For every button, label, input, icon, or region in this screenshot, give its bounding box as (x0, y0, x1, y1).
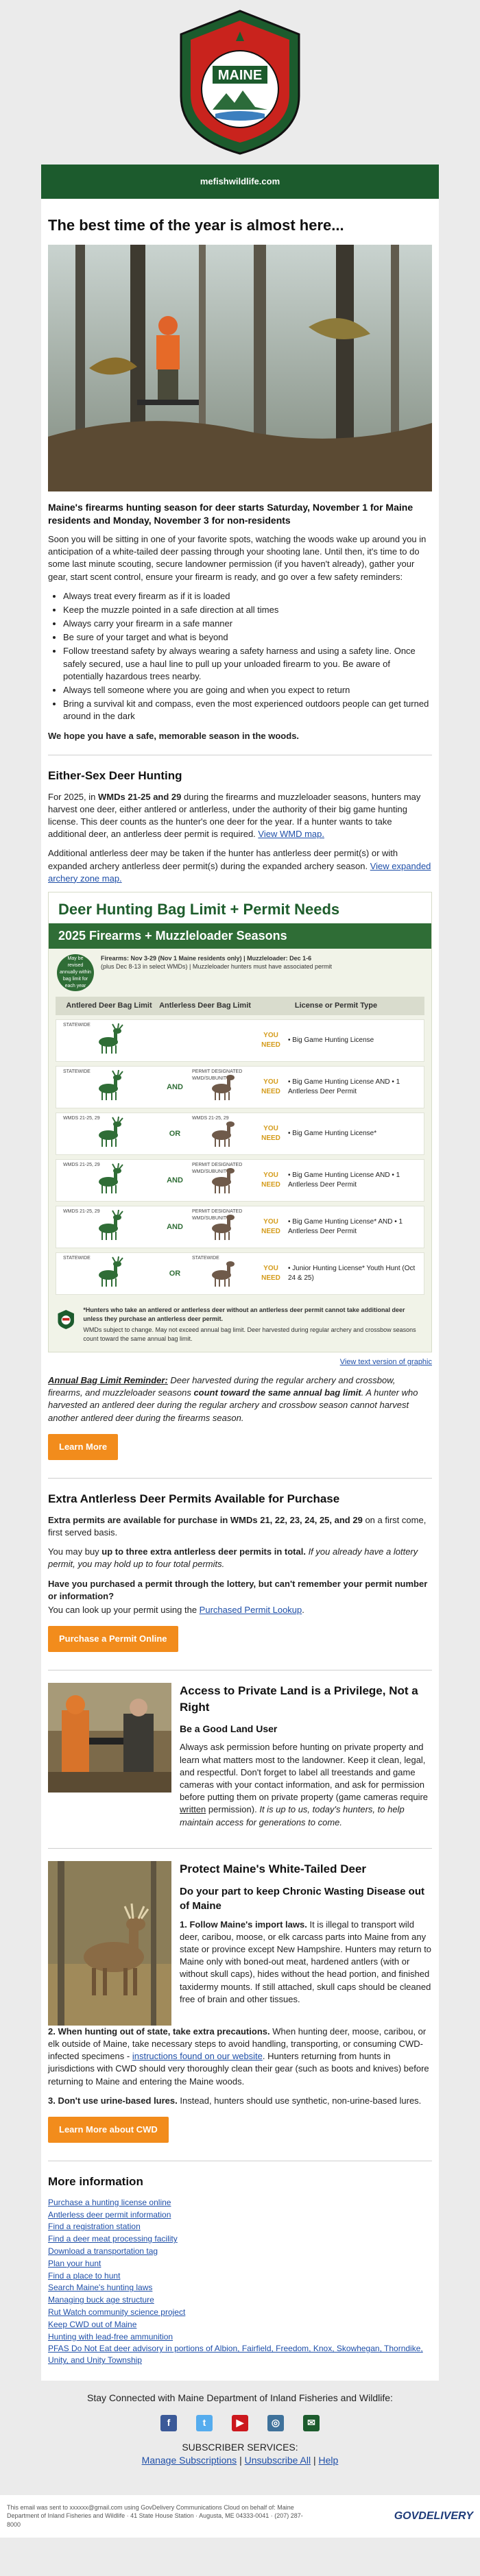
govdelivery-logo: GOVDELIVERY (394, 2510, 473, 2522)
bag-limit-row (56, 1066, 424, 1108)
connector-label: OR (169, 1269, 181, 1278)
private-land-closing: It is up to us, today's hunters, to help maintain access for generations to come. (180, 1804, 405, 1827)
footer-note-bar (0, 2495, 480, 2538)
cwd-item-3-bold: 3. Don't use urine-based lures. (48, 2095, 178, 2106)
either-sex-p1 (48, 791, 432, 841)
cwd-subtitle: Do your part to keep Chronic Wasting Disease out of Maine (180, 1885, 424, 1912)
wmd-map-link[interactable]: View WMD map. (258, 829, 324, 840)
p1-bold: WMDs 21-25 and 29 (98, 791, 182, 802)
license-type: • Junior Hunting License* Youth Hunt (Oct 24 & 25) (288, 1265, 416, 1283)
section-divider (48, 1478, 432, 1479)
bag-limit-row (56, 1252, 424, 1295)
extra-permits-p1 (48, 1514, 432, 1539)
license-type: • Big Game Hunting License* AND • 1 Antlerless Deer Permit (288, 1218, 403, 1236)
cwd-section (41, 1861, 439, 2148)
you-need-label: YOU NEED (261, 1171, 280, 1189)
safety-tip: • Keep the muzzle pointed in a safe direction at all times (63, 604, 432, 616)
area-label: WMDS 21-25, 29 (63, 1209, 100, 1215)
antlered-deer-cell (62, 1253, 158, 1294)
cwd-item-2-bold: 2. When hunting out of state, take extra precautions. (48, 2026, 270, 2037)
either-sex-section (41, 768, 439, 1466)
area-label: WMDS 21-25, 29 (63, 1116, 100, 1121)
intro-body: Soon you will be sitting in one of your favorite spots, watching the woods wake up around you in anticipation of a white-tailed deer passing through your shooting lane. Until then, it's time to do some last minute scouting, secure landowner permission (if you haven't already), gather your gear, start scent control, ensure your firearm is ready, and go over a few safety reminders: (48, 533, 427, 582)
intro-closing: We hope you have a safe, memorable season in the woods. (48, 730, 300, 741)
license-type: • Big Game Hunting License* (288, 1130, 377, 1138)
bag-limit-row (56, 1159, 424, 1202)
antlered-deer-cell (62, 1067, 158, 1108)
extra-permits-p2 (48, 1546, 432, 1570)
graphic-footer (49, 1299, 431, 1351)
hunters-talking-photo (48, 1683, 171, 1793)
area-label: WMDS 21-25, 29 (63, 1163, 100, 1168)
you-need-label: YOU NEED (261, 1032, 280, 1049)
instagram-icon[interactable]: ◎ (267, 2415, 284, 2431)
either-sex-p2 (48, 847, 432, 885)
antlered-deer-icon (93, 1023, 126, 1059)
license-type: • Big Game Hunting License AND • 1 Antlerless Deer Permit (288, 1171, 400, 1189)
info-link[interactable]: Keep CWD out of Maine (48, 2319, 137, 2329)
antlerless-deer-cell (192, 1020, 254, 1061)
either-sex-title: Either-Sex Deer Hunting (48, 768, 182, 782)
safety-tips-list (63, 590, 432, 723)
reminder-bold: count toward the same annual bag limit (193, 1387, 361, 1398)
extra-permits-p4 (48, 1604, 432, 1616)
graphic-footnote: *Hunters who take an antlered or antlerless deer without an antlerless deer permit cannot take additional deer unless they purchase an antlerless deer permit. (83, 1307, 405, 1322)
white-tailed-deer-photo (48, 1861, 171, 2026)
p2-lead: You may buy (48, 1546, 102, 1557)
info-link[interactable]: PFAS Do Not Eat deer advisory in portions of Albion, Fairfield, Freedom, Knox, Skowhegan, Thorndike, Unity, and Unity Township (48, 2344, 423, 2366)
private-land-subtitle: Be a Good Land User (180, 1723, 278, 1734)
intro-title: The best time of the year is almost here... (48, 217, 344, 234)
antlered-deer-cell (62, 1113, 158, 1154)
safety-tip: • Always tell someone where you are going and when you expect to return (63, 684, 432, 696)
p2-rest: If you already have a lottery permit, you may hold up to four total permits. (48, 1546, 418, 1570)
cwd-item-1 (180, 1919, 432, 2006)
svg-text:MAINE: MAINE (217, 68, 263, 83)
safety-tip: • Follow treestand safety by always wearing a safety harness and using a safety line. Once safely secured, use a haul line to pull up your unloaded firearm to you. Be aware of potentially hazardous trees nearby. (63, 645, 432, 683)
stay-connected-text: Stay Connected with Maine Department of Inland Fisheries and Wildlife: (87, 2392, 393, 2404)
you-need-label: YOU NEED (261, 1265, 280, 1283)
cwd-item-3-text: Instead, hunters should use synthetic, non-urine-based lures. (177, 2095, 422, 2106)
season-headline: Maine's firearms hunting season for deer starts Saturday, November 1 for Maine residents and Monday, November 3 for non-residents (48, 501, 413, 526)
text-version-link[interactable]: View text version of graphic (339, 1357, 432, 1366)
info-link[interactable]: Search Maine's hunting laws (48, 2283, 153, 2293)
unsubscribe-link[interactable]: Unsubscribe All (244, 2455, 311, 2466)
area-label: PERMIT DESIGNATED WMD/SUBUNIT (192, 1209, 243, 1222)
logo-band (41, 0, 439, 165)
safety-tip: • Always treat every firearm as if it is loaded (63, 590, 432, 603)
area-label: STATEWIDE (63, 1023, 91, 1028)
connector-label: AND (167, 1176, 183, 1184)
connector-label: AND (167, 1222, 183, 1231)
connector-label: OR (169, 1129, 181, 1138)
website-link[interactable]: mefishwildlife.com (200, 175, 280, 186)
antlered-deer-cell (62, 1020, 158, 1061)
antlerless-deer-cell (192, 1067, 254, 1108)
info-link[interactable]: Hunting with lead-free ammunition (48, 2331, 173, 2342)
safety-tip: • Always carry your firearm in a safe manner (63, 618, 432, 630)
you-need-label: YOU NEED (261, 1078, 280, 1096)
reminder-text: Deer harvested during the regular archery and crossbow, firearms, and muzzleloader seasons (48, 1375, 396, 1398)
manage-subscriptions-link[interactable]: Manage Subscriptions (141, 2455, 237, 2466)
p2-bold: up to three extra antlerless deer permits in total. (101, 1546, 306, 1557)
col-antlerless: Antlerless Deer Bag Limit (159, 1001, 251, 1010)
cwd-item-2 (48, 2026, 432, 2088)
season-dates-line: (plus Dec 8-13 in select WMDs) | Muzzleloader hunters must have associated permit (101, 963, 332, 971)
more-info-title: More information (48, 2175, 143, 2189)
footer (0, 2381, 480, 2538)
p4-tail: . (302, 1604, 304, 1615)
area-label: STATEWIDE (192, 1256, 219, 1261)
antlerless-deer-cell (192, 1113, 254, 1154)
antlered-deer-cell (62, 1206, 158, 1248)
intro-section (41, 199, 439, 742)
bag-limit-row (56, 1113, 424, 1155)
footer-note: This email was sent to xxxxxx@gmail.com using GovDelivery Communications Cloud on behalf of: Maine Department of Inland Fisheries and Wildlife · 41 State House Station · Augusta, ME 04333-0041 · (207) 287-8000 (7, 2503, 303, 2529)
graphic-subtitle: 2025 Firearms + Muzzleloader Seasons (49, 923, 431, 949)
extra-permits-title: Extra Antlerless Deer Permits Available for Purchase (48, 1492, 340, 1505)
reminder-tail: . A hunter who harvested an antlered deer during the regular archery and crossbow season cannot harvest another antlered deer during the firearms season. (48, 1387, 418, 1423)
you-need-label: YOU NEED (261, 1218, 280, 1236)
area-label: STATEWIDE (63, 1069, 91, 1075)
antlered-deer-icon (93, 1069, 126, 1106)
you-need-label: YOU NEED (261, 1125, 280, 1143)
info-link[interactable]: Find a place to hunt (48, 2270, 121, 2281)
email-icon[interactable]: ✉ (303, 2415, 320, 2431)
permit-lookup-link[interactable]: Purchased Permit Lookup (199, 1604, 302, 1615)
maine-ifw-logo (171, 7, 309, 158)
bag-limit-graphic (48, 892, 432, 1352)
cwd-instructions-link[interactable]: instructions found on our website (132, 2051, 263, 2062)
section-divider (48, 1848, 432, 1849)
cwd-item-1-text: It is illegal to transport wild deer, caribou, moose, or elk carcass parts into Maine from any state or province except New Hampshire. Hunters may return to Maine only with boned-out meat, hardened antlers (with or without skull caps), hides without the head portion, and finished taxidermy mounts. If still attached, skull caps should be cleaned free of brain and other tissues. (180, 1919, 432, 2004)
archery-zone-map-link[interactable]: View expanded archery zone map. (48, 860, 431, 884)
cwd-title: Protect Maine's White-Tailed Deer (180, 1862, 367, 1875)
learn-more-button[interactable]: Learn More (48, 1434, 118, 1460)
info-link[interactable]: Download a transportation tag (48, 2246, 158, 2257)
private-land-title: Access to Private Land is a Privilege, Not a Right (180, 1684, 418, 1714)
graphic-title: Deer Hunting Bag Limit + Permit Needs (49, 892, 431, 923)
antlered-deer-cell (62, 1160, 158, 1201)
private-land-text: Always ask permission before hunting on private property and learn what matters most to the landowner. Keep it clean, legal, and respectful. Don't forget to label all treestands and game cameras with your contact information, and ask for permission before putting them on private property (game cameras require (180, 1742, 429, 1803)
subscriber-label: SUBSCRIBER SERVICES: (182, 2441, 298, 2453)
separator: | (237, 2455, 245, 2466)
info-link[interactable]: Managing buck age structure (48, 2295, 154, 2305)
bag-limit-reminder (48, 1374, 432, 1424)
p2-text: Additional antlerless deer may be taken if the hunter has antlerless deer permit(s) or with expanded archery antlerless deer permit(s) during the expanded archery season. (48, 848, 398, 871)
social-icons (0, 2415, 480, 2431)
connector-label: AND (167, 1082, 183, 1091)
private-land-row (48, 1683, 432, 1836)
extra-permits-section (41, 1491, 439, 1657)
graphic-notes (49, 949, 431, 997)
youtube-icon[interactable]: ▶ (232, 2415, 248, 2431)
reminder-label: Annual Bag Limit Reminder: (48, 1375, 168, 1386)
license-type: • Big Game Hunting License AND • 1 Antlerless Deer Permit (288, 1078, 400, 1096)
antlered-deer-icon (93, 1256, 126, 1292)
private-land-tail: permission). (206, 1804, 257, 1815)
p4-lead: You can look up your permit using the (48, 1604, 200, 1615)
graphic-column-headers (56, 997, 424, 1015)
purchase-permit-button[interactable]: Purchase a Permit Online (48, 1626, 178, 1652)
bag-limit-badge: May be revised annually within bag limit for each year (57, 954, 94, 991)
cwd-item-2-tail: . Hunters returning from hunts in jurisdictions with CWD should very thoroughly clean their gear (such as boots and knives) before returning to Maine and entering the Maine woods. (48, 2051, 429, 2087)
private-land-body (180, 1741, 432, 1828)
area-label: PERMIT DESIGNATED WMD/SUBUNIT (192, 1163, 243, 1175)
private-land-section (41, 1683, 439, 1836)
license-type: • Big Game Hunting License (288, 1036, 374, 1045)
safety-tip: • Bring a survival kit and compass, even the most experienced outdoors people can get turned around in the dark (63, 698, 432, 722)
info-link[interactable]: Rut Watch community science project (48, 2307, 186, 2318)
col-antlered: Antlered Deer Bag Limit (66, 1001, 152, 1010)
antlerless-deer-cell (192, 1160, 254, 1201)
cwd-learn-more-button[interactable]: Learn More about CWD (48, 2117, 169, 2143)
p1-lead: For 2025, in (48, 791, 98, 802)
private-land-underline: written (180, 1804, 206, 1815)
graphic-footnote-2: WMDs subject to change. May not exceed annual bag limit. Deer harvested during regular archery and crossbow seasons count toward the same annual bag limit. (83, 1326, 416, 1343)
cwd-item-3 (48, 2095, 432, 2107)
cwd-item-1-bold: 1. Follow Maine's import laws. (180, 1919, 307, 1930)
area-label: PERMIT DESIGNATED WMD/SUBUNIT (192, 1069, 243, 1082)
graphic-rows (49, 1019, 431, 1295)
separator: | (311, 2455, 319, 2466)
safety-tip: • Be sure of your target and what is beyond (63, 631, 432, 644)
ifw-small-logo (57, 1306, 75, 1333)
col-license: License or Permit Type (294, 1001, 378, 1010)
cwd-row (48, 1861, 432, 2026)
info-link[interactable]: Plan your hunt (48, 2258, 101, 2268)
email-container (41, 0, 439, 2381)
info-link[interactable]: Find a registration station (48, 2222, 141, 2232)
antlerless-deer-cell (192, 1206, 254, 1248)
facebook-icon[interactable]: f (160, 2415, 177, 2431)
help-link[interactable]: Help (318, 2455, 339, 2466)
more-info-section (41, 2174, 439, 2381)
info-link[interactable]: Purchase a hunting license online (48, 2197, 171, 2207)
antlerless-deer-cell (192, 1253, 254, 1294)
bag-limit-row (56, 1019, 424, 1062)
season-dates-line: Firearms: Nov 3-29 (Nov 1 Maine residents only) | Muzzleloader: Dec 1-6 (101, 954, 312, 962)
info-link[interactable]: Find a deer meat processing facility (48, 2234, 178, 2244)
bag-limit-row (56, 1206, 424, 1248)
graphic-link-row (48, 1355, 432, 1368)
info-link[interactable]: Antlerless deer permit information (48, 2209, 171, 2220)
subscriber-services (0, 2441, 480, 2468)
p1-rest: during the firearms and muzzleloader seasons, hunters may harvest one deer, either antlered or antlerless, under the authority of their big game hunting license. This deer counts as the hunter's one deer for the year. If a hunter wants to take additional deer, an antlerless deer permit is required. (48, 791, 421, 840)
p1-bold: Extra permits are available for purchase in WMDs 21, 22, 23, 24, 25, and 29 (48, 1514, 363, 1525)
area-label: STATEWIDE (63, 1256, 91, 1261)
website-bar (41, 165, 439, 199)
season-dates (101, 954, 332, 991)
twitter-icon[interactable]: t (196, 2415, 213, 2431)
cwd-item-2-text: When hunting deer, moose, caribou, or elk outside of Maine, take necessary steps to avoid handling, transporting, or consuming CWD-infected specimens - (48, 2026, 427, 2062)
area-label: WMDS 21-25, 29 (192, 1116, 229, 1121)
p1-rest: on a first come, first served basis. (48, 1514, 427, 1538)
extra-permits-p3: Have you purchased a permit through the lottery, but can't remember your permit number or information? (48, 1578, 428, 1601)
hunter-in-woods-photo (48, 245, 432, 491)
